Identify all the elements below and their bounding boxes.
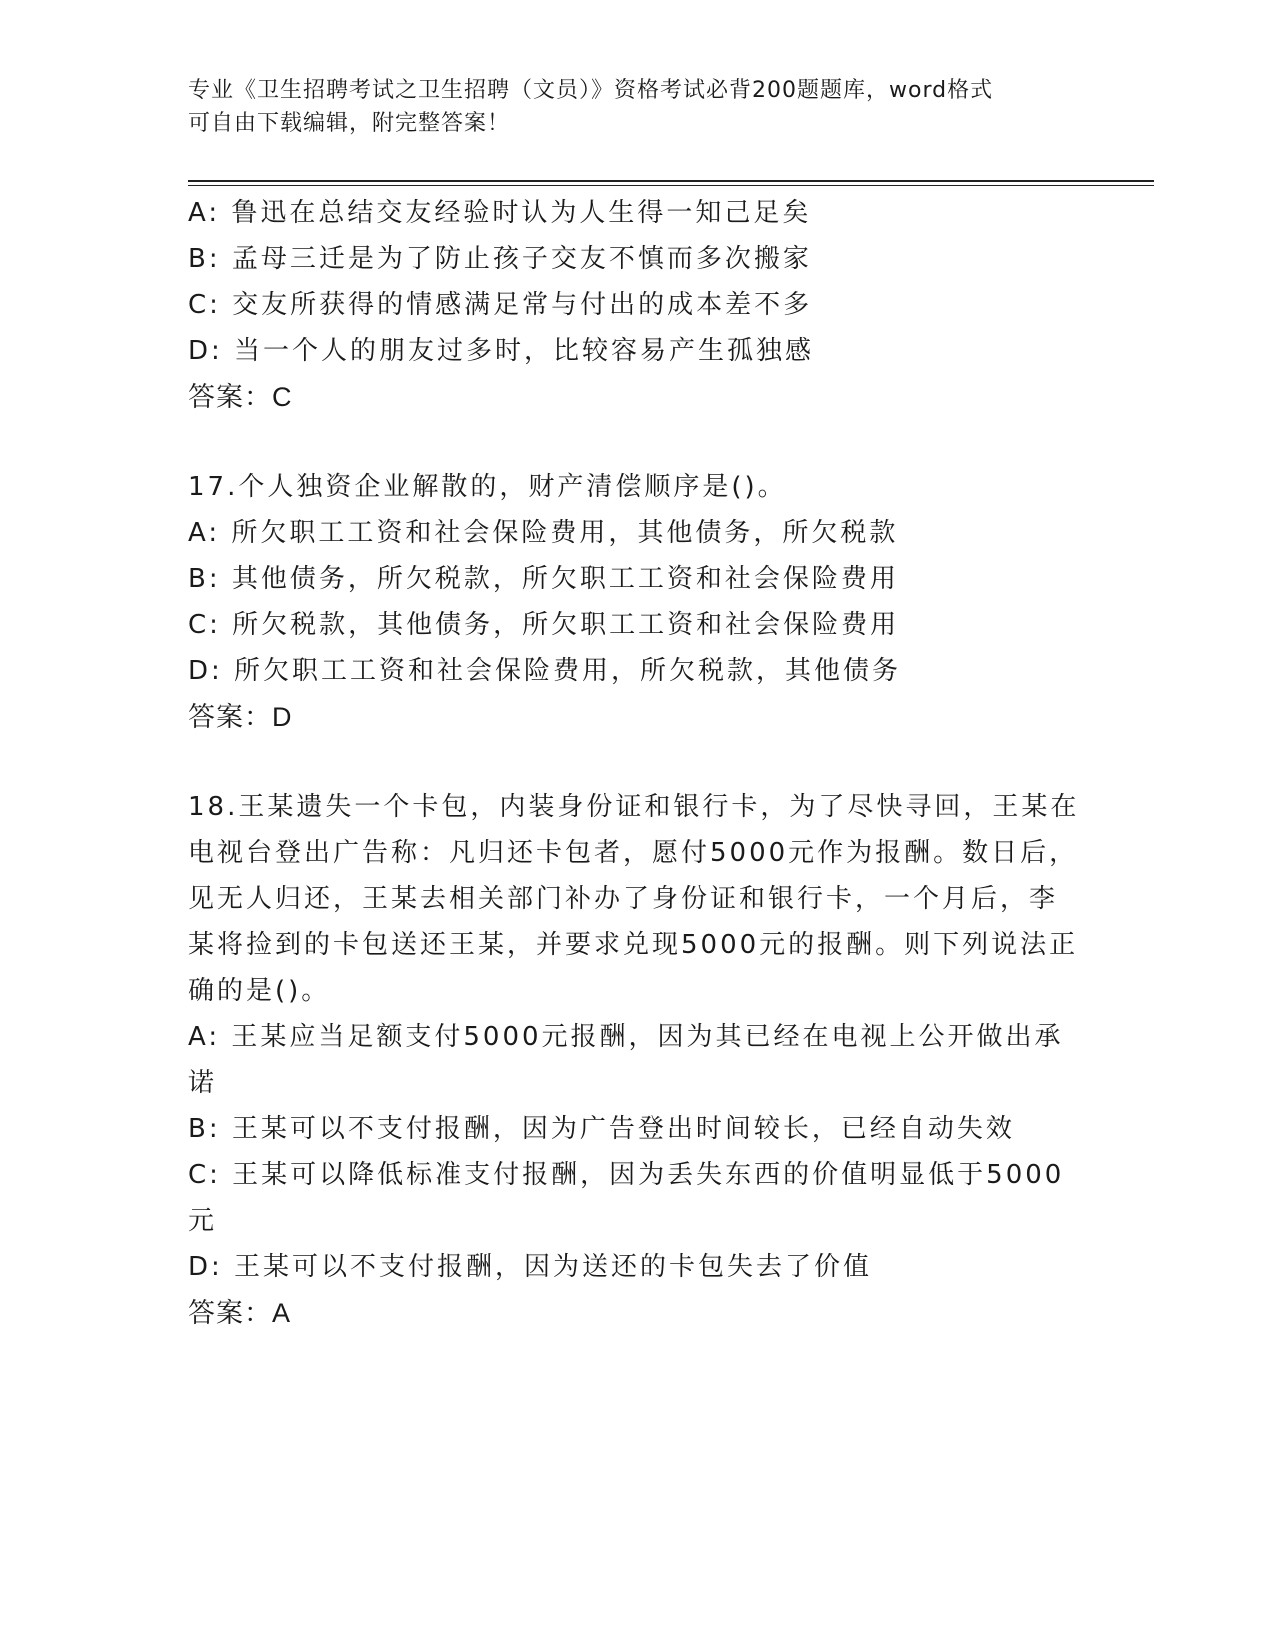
q17-option-b: B: 其他债务，所欠税款，所欠职工工资和社会保险费用 — [188, 564, 899, 594]
q18-option-a: A: 王某应当足额支付5000元报酬，因为其已经在电视上公开做出承 — [188, 1022, 1064, 1052]
q18-question-line: 确的是()。 — [188, 976, 331, 1006]
question-16-block — [188, 190, 1088, 420]
q16-option-a: A: 鲁迅在总结交友经验时认为人生得一知己足矣 — [188, 198, 812, 228]
question-18-block — [188, 784, 1088, 1336]
q18-question-line: 某将捡到的卡包送还王某，并要求兑现5000元的报酬。则下列说法正 — [188, 930, 1079, 960]
q16-option-b: B: 孟母三迁是为了防止孩子交友不慎而多次搬家 — [188, 244, 812, 274]
document-header — [188, 74, 1088, 140]
q18-option-d: D: 王某可以不支付报酬，因为送还的卡包失去了价值 — [188, 1252, 873, 1282]
q17-option-a: A: 所欠职工工资和社会保险费用，其他债务，所欠税款 — [188, 518, 899, 548]
header-line-2: 可自由下载编辑，附完整答案！ — [188, 111, 511, 136]
header-divider-thin — [188, 185, 1154, 186]
q18-question-line: 见无人归还，王某去相关部门补办了身份证和银行卡，一个月后，李 — [188, 884, 1059, 914]
q17-answer: 答案：D — [188, 702, 293, 732]
spacer — [188, 420, 1088, 464]
q16-answer: 答案：C — [188, 382, 293, 412]
q18-option-a-cont: 诺 — [188, 1068, 218, 1098]
q16-option-c: C: 交友所获得的情感满足常与付出的成本差不多 — [188, 290, 813, 320]
q18-option-c: C: 王某可以降低标准支付报酬，因为丢失东西的价值明显低于5000 — [188, 1160, 1065, 1190]
q18-question-line: 18.王某遗失一个卡包，内装身份证和银行卡，为了尽快寻回，王某在 — [188, 792, 1080, 822]
question-17-block — [188, 464, 1088, 740]
question-content — [188, 190, 1088, 1336]
header-divider-thick — [188, 180, 1154, 182]
header-line-1: 专业《卫生招聘考试之卫生招聘（文员）》资格考试必背200题题库，word格式 — [188, 78, 994, 103]
q17-option-d: D: 所欠职工工资和社会保险费用，所欠税款，其他债务 — [188, 656, 902, 686]
q18-question-line: 电视台登出广告称：凡归还卡包者，愿付5000元作为报酬。数日后， — [188, 838, 1079, 868]
q17-question: 17.个人独资企业解散的，财产清偿顺序是()。 — [188, 472, 787, 502]
q18-option-c-cont: 元 — [188, 1206, 218, 1236]
spacer — [188, 740, 1088, 784]
q18-option-b: B: 王某可以不支付报酬，因为广告登出时间较长，已经自动失效 — [188, 1114, 1015, 1144]
q16-option-d: D: 当一个人的朋友过多时，比较容易产生孤独感 — [188, 336, 815, 366]
q18-answer: 答案：A — [188, 1298, 292, 1328]
q17-option-c: C: 所欠税款，其他债务，所欠职工工资和社会保险费用 — [188, 610, 900, 640]
